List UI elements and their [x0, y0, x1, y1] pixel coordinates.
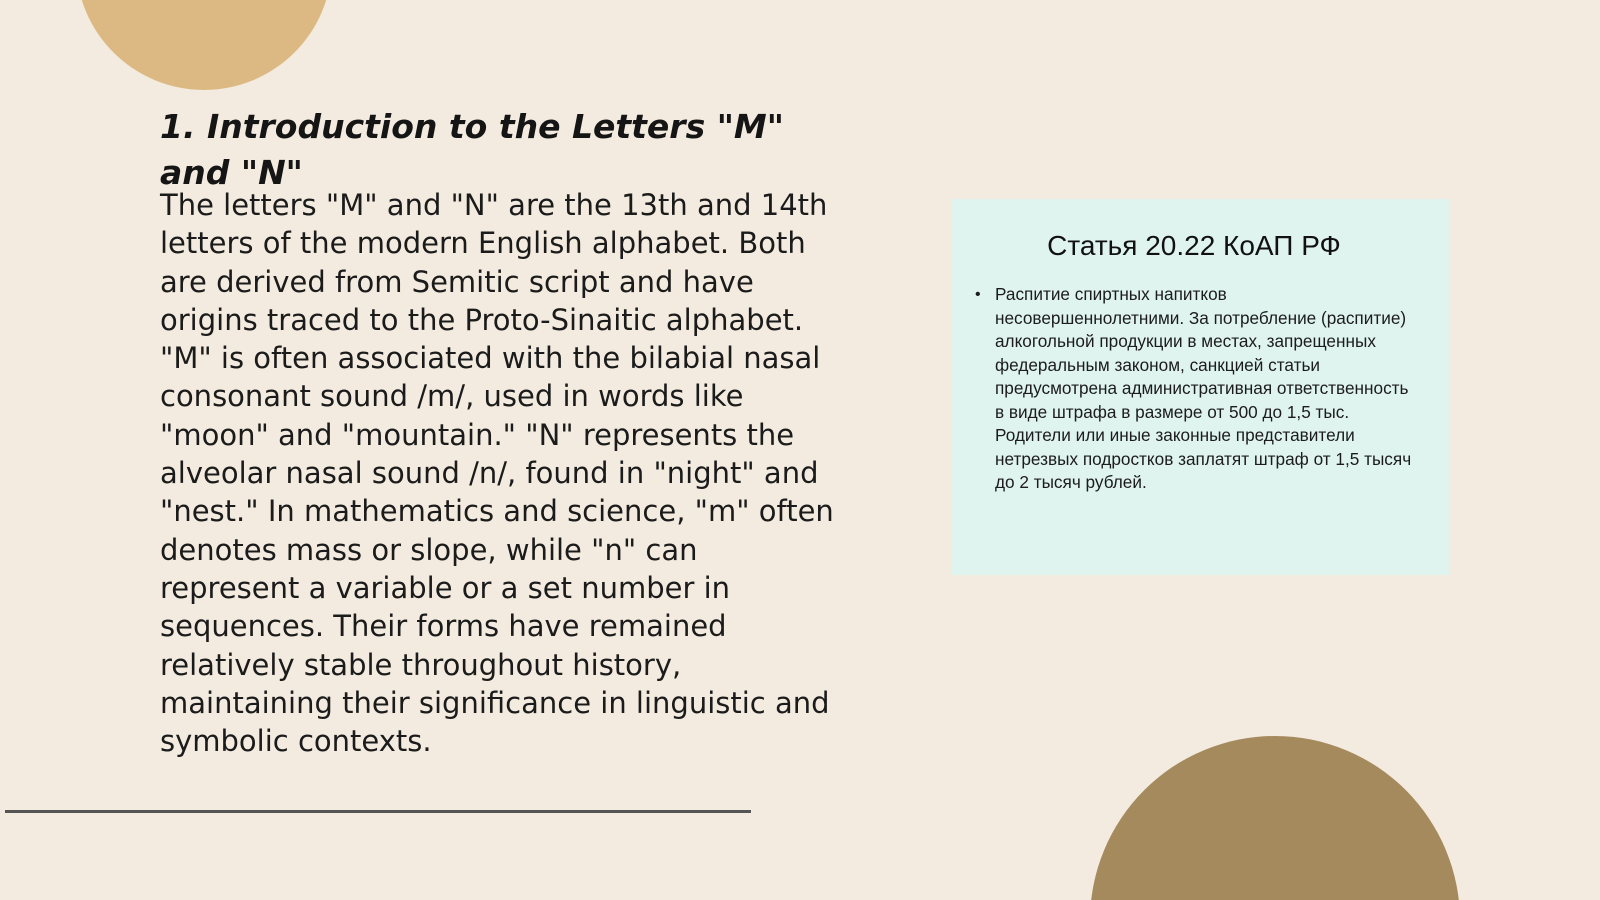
list-item-text: Распитие спиртных напитков несовершеннолетними. За потребление (распитие) алкогольной продукции в местах, запрещенных федеральным законом, санкцией статьи предусмотрена административная ответственность в виде штрафа в размере от 500 до 1,5 тыс. Родители или иные законные представители нетрезвых подростков заплатят штраф от 1,5 тысяч до 2 тысяч рублей. [995, 284, 1412, 492]
slide-body-text: The letters "M" and "N" are the 13th and 14th letters of the modern English alphabet. Both are derived from Semitic script and have origins traced to the Proto-Sinaitic alphabet. "M" is often associated with the bilabial nasal consonant sound /m/, used in words like "moon" and "mountain." "N" represents the alveolar nasal sound /n/, found in "night" and "nest." In mathematics and science, "m" often denotes mass or slope, while "n" can represent a variable or a set number in sequences. Their forms have remained relatively stable throughout history, maintaining their significance in linguistic and symbolic contexts. [160, 188, 834, 759]
decorative-circle-top [76, 0, 332, 90]
slide-title: 1. Introduction to the Letters "M" and "N" [160, 107, 784, 192]
divider-line [5, 810, 751, 813]
bullet-icon: • [975, 286, 981, 303]
card-bullet-list [975, 283, 1413, 495]
list-item [975, 283, 1413, 495]
decorative-circle-bottom [1090, 736, 1460, 900]
card-title: Статья 20.22 КоАП РФ [1047, 230, 1341, 261]
info-card [951, 199, 1449, 575]
